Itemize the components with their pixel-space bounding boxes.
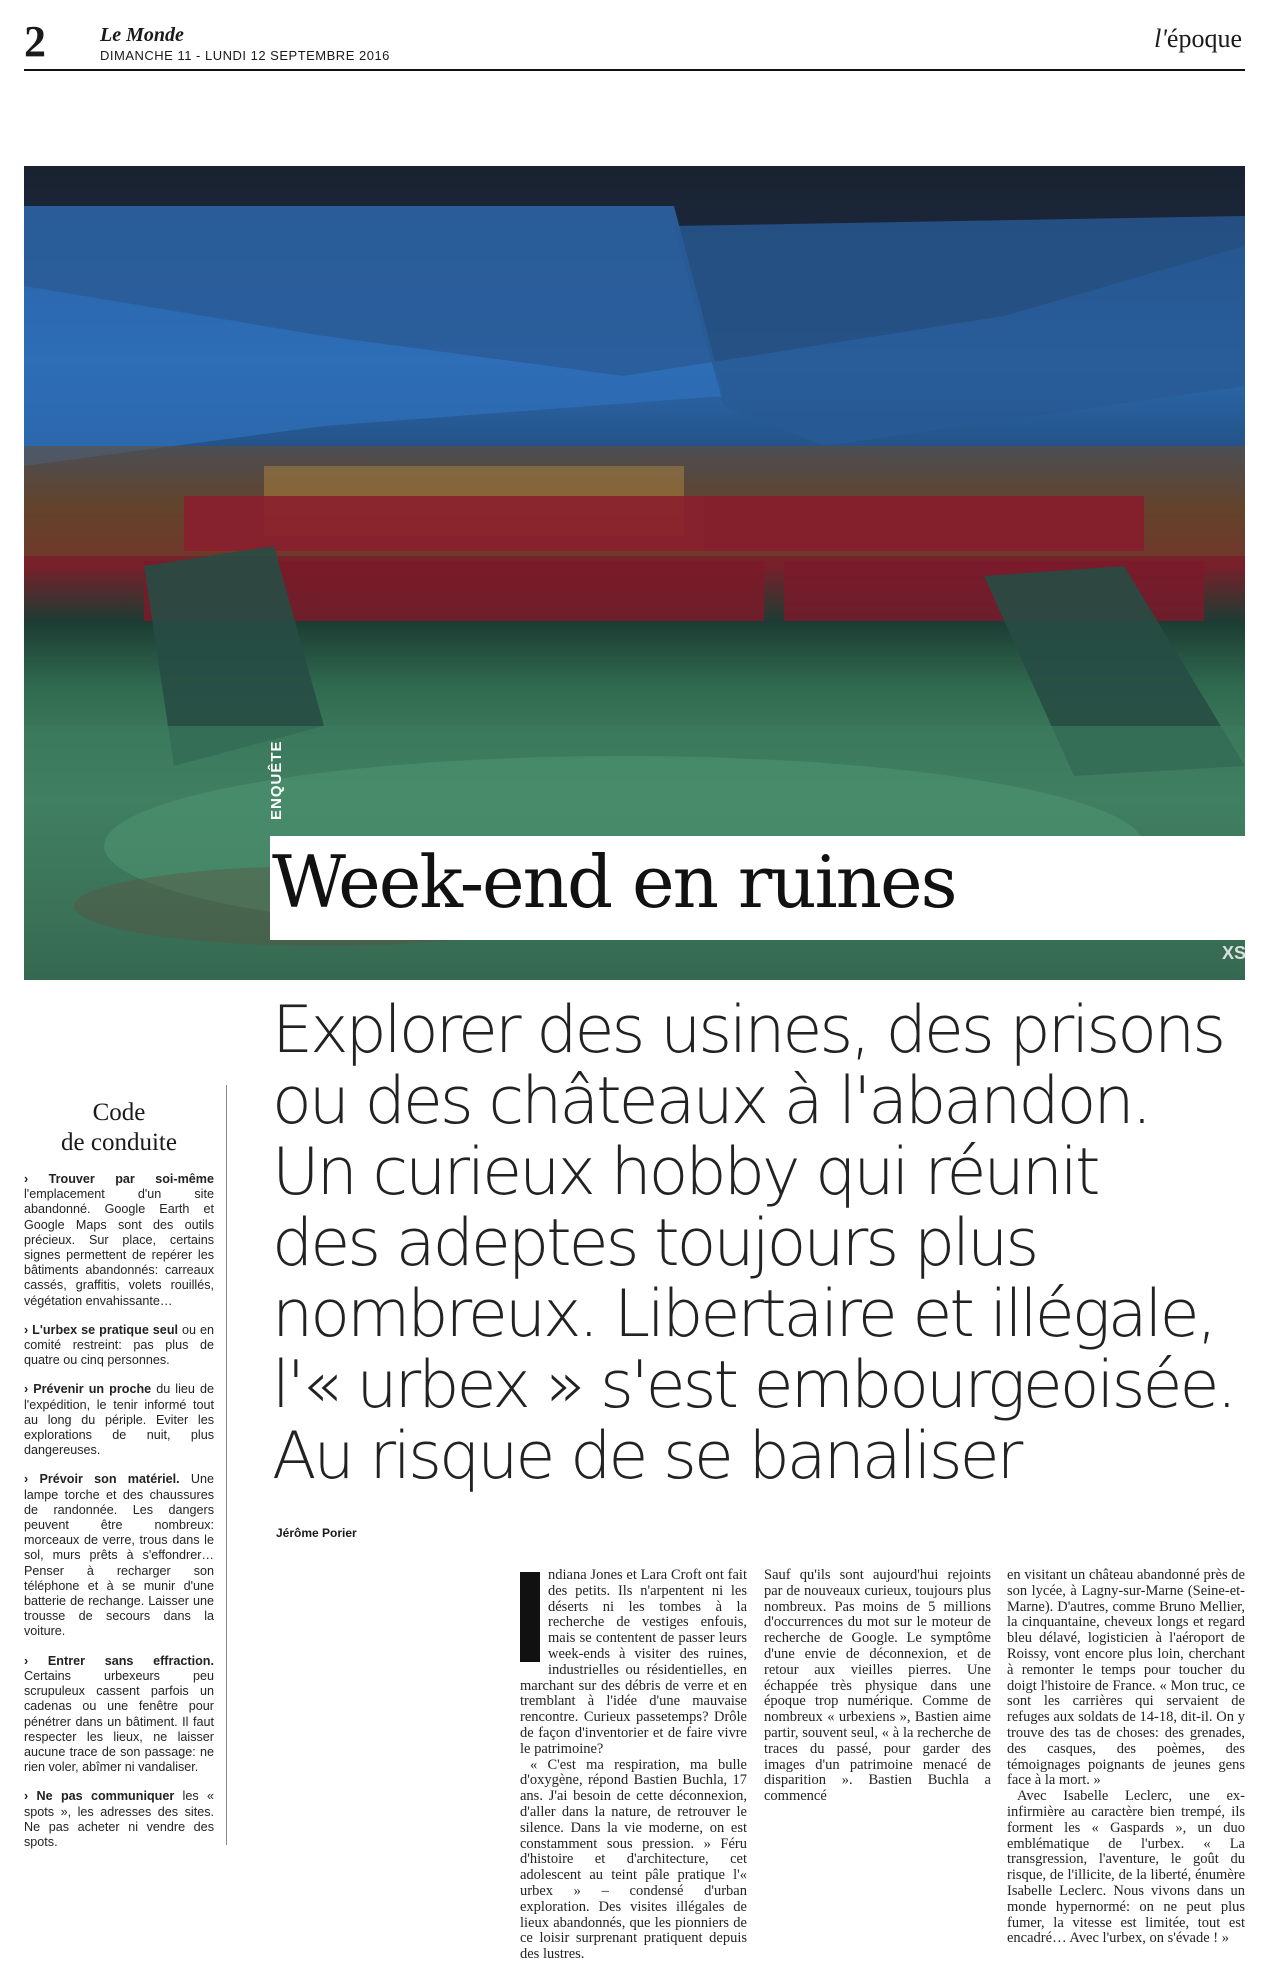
- sidebar-item: [24, 1382, 214, 1458]
- sidebar-title-line: Code: [92, 1099, 146, 1126]
- sidebar-item-lead: › L'urbex se pratique seul: [24, 1322, 179, 1337]
- body-column-2: [764, 1568, 991, 1805]
- section-label: époque: [1166, 24, 1242, 53]
- standfirst-line: Au risque de se banaliser: [272, 1419, 1021, 1494]
- sidebar-item-lead: › Prévenir un proche: [24, 1382, 152, 1397]
- sidebar-item: [24, 1472, 214, 1639]
- sidebar-item: [24, 1789, 214, 1850]
- body-paragraph: ndiana Jones et Lara Croft ont fait des petits. Ils n'arpentent ni les déserts ni les tombes à la recherche de vestiges enfouis, mais se contentent de passer leurs week-ends à visiter des ruines, industrielles ou résidentielles, en marchant sur des débris de verre et en tremblant à l'idée d'une mauvaise rencontre. Curieux passetemps? Drôle de façon d'inventorier et de faire vivre le patrimoine?: [520, 1567, 747, 1757]
- kicker-label: ENQUÊTE: [268, 740, 285, 820]
- body-paragraph: Avec Isabelle Leclerc, une ex-infirmière au caractère bien trempé, ils forment les « Gaspards », un duo emblématique de l'urbex. « La transgression, l'aventure, le goût du risque, de l'illicite, de la liberté, énumère Isabelle Leclerc. Nous vivons dans un monde hypernormé: on ne peut plus fumer, la vitesse est limitée, tout est encadré… Avec l'urbex, on s'évade ! »: [1007, 1788, 1245, 1947]
- standfirst: [272, 995, 1252, 1492]
- standfirst-line: ou des châteaux à l'abandon.: [272, 1064, 1150, 1139]
- sidebar-item: [24, 1172, 214, 1309]
- body-paragraph: Sauf qu'ils sont aujourd'hui rejoints par de nouveaux curieux, toujours plus nombreux. Pas moins de 5 millions d'occurrences du mot sur le moteur de recherche de Google. Le symptôme d'une envie de déconnexion, et de retour aux vieilles pierres. Une échappée très physique dans une époque trop numérique. Comme de nombreux « urbexiens », Bastien aime partir, souvent seul, « à la recherche de traces du passé, pour garder des images d'un patrimoine menacé de disparition ». Bastien Buchla a commencé: [764, 1567, 991, 1805]
- standfirst-line: nombreux. Libertaire et illégale,: [272, 1277, 1215, 1352]
- sidebar-item: [24, 1323, 214, 1369]
- drop-cap-i: [520, 1572, 540, 1662]
- standfirst-line: l'« urbex » s'est embourgeoisée.: [272, 1348, 1235, 1423]
- byline: Jérôme Porier: [276, 1526, 357, 1540]
- standfirst-line: Explorer des usines, des prisons: [272, 993, 1224, 1068]
- page-number: 2: [24, 17, 46, 66]
- section-name: [1154, 24, 1242, 54]
- body-paragraph: « C'est ma respiration, ma bulle d'oxygène, répond Bastien Buchla, 17 ans. J'ai besoin de cette déconnexion, d'aller dans la nature, de retrouver le silence. Dans la vie moderne, on est constamment sous pression. » Féru d'histoire et d'architecture, cet adolescent au teint pâle pratique l'« urbex » – condensé d'urban exploration. Des visites illégales de lieux abandonnés, que les pionniers de ce loisir surprenant pratiquent depuis des lustres.: [520, 1756, 747, 1963]
- sidebar-divider: [226, 1085, 227, 1845]
- sidebar-item-text: Certains urbexeurs peu scrupuleux cassent parfois un cadenas ou une fenêtre pour pénétrer dans un bâtiment. Il faut respecter les lieux, ne laisser aucune trace de son passage: ne rien voler, abîmer ni vandaliser.: [24, 1668, 214, 1775]
- article-title: Week-end en ruines: [272, 840, 956, 924]
- photo-credit: XS: [1222, 943, 1247, 963]
- newspaper-masthead: Le Monde: [100, 24, 184, 46]
- sidebar-item-text: les « spots », les adresses des sites. Ne pas acheter ni vendre des spots.: [24, 1789, 214, 1849]
- issue-date: DIMANCHE 11 - LUNDI 12 SEPTEMBRE 2016: [100, 48, 390, 63]
- sidebar-item-lead: › Ne pas communiquer: [24, 1789, 175, 1804]
- sidebar-item-text: du lieu de l'expédition, le tenir informé tout au long du périple. Eviter les explorations de nuit, plus dangereuses.: [24, 1382, 214, 1458]
- sidebar-title: [24, 1098, 214, 1158]
- header-rule: [24, 69, 1245, 71]
- body-column-3: [1007, 1568, 1245, 1947]
- sidebar-item: [24, 1654, 214, 1776]
- sidebar-item-lead: › Trouver par soi-même: [24, 1172, 214, 1186]
- body-column-1: [520, 1568, 747, 1963]
- sidebar-item-lead: › Entrer sans effraction.: [24, 1653, 214, 1668]
- sidebar-item-lead: › Prévoir son matériel.: [24, 1472, 180, 1487]
- section-prefix: l': [1154, 24, 1167, 53]
- sidebar-item-text: ou en comité restreint: pas plus de quatre ou cinq personnes.: [24, 1322, 215, 1368]
- standfirst-line: des adeptes toujours plus: [272, 1206, 1037, 1281]
- standfirst-line: Un curieux hobby qui réunit: [272, 1135, 1098, 1210]
- sidebar-code-of-conduct: [24, 1172, 214, 1864]
- sidebar-title-line: de conduite: [61, 1129, 177, 1156]
- sidebar-item-text: Une lampe torche et des chaussures de randonnée. Les dangers peuvent être nombreux: morceaux de verre, trous dans le sol, murs prêts à s'effondrer… Penser à recharger son téléphone et à se munir d'une batterie de rechange. Laisser une trousse de secours dans la voiture.: [24, 1472, 214, 1639]
- sidebar-item-text: l'emplacement d'un site abandonné. Google Earth et Google Maps sont des outils précieux. Sur place, certains signes permettent de repérer les bâtiments abandonnés: carreaux cassés, graffitis, volets rouillés, végétation envahissante…: [24, 1187, 214, 1308]
- body-paragraph: en visitant un château abandonné près de son lycée, à Lagny-sur-Marne (Seine-et-Marne). D'autres, comme Bruno Mellier, la cinquantaine, cheveux longs et regard bleu délavé, logisticien à l'aéroport de Roissy, vont encore plus loin, cherchant à remonter le temps pour toucher du doigt l'histoire de France. « Mon truc, ce sont les carrières qui servaient de refuges aux soldats de 14-18, dit-il. On y trouve des tas de choses: des grenades, des casques, des poèmes, des témoignages poignants de jeunes gens face à la mort. »: [1007, 1567, 1245, 1789]
